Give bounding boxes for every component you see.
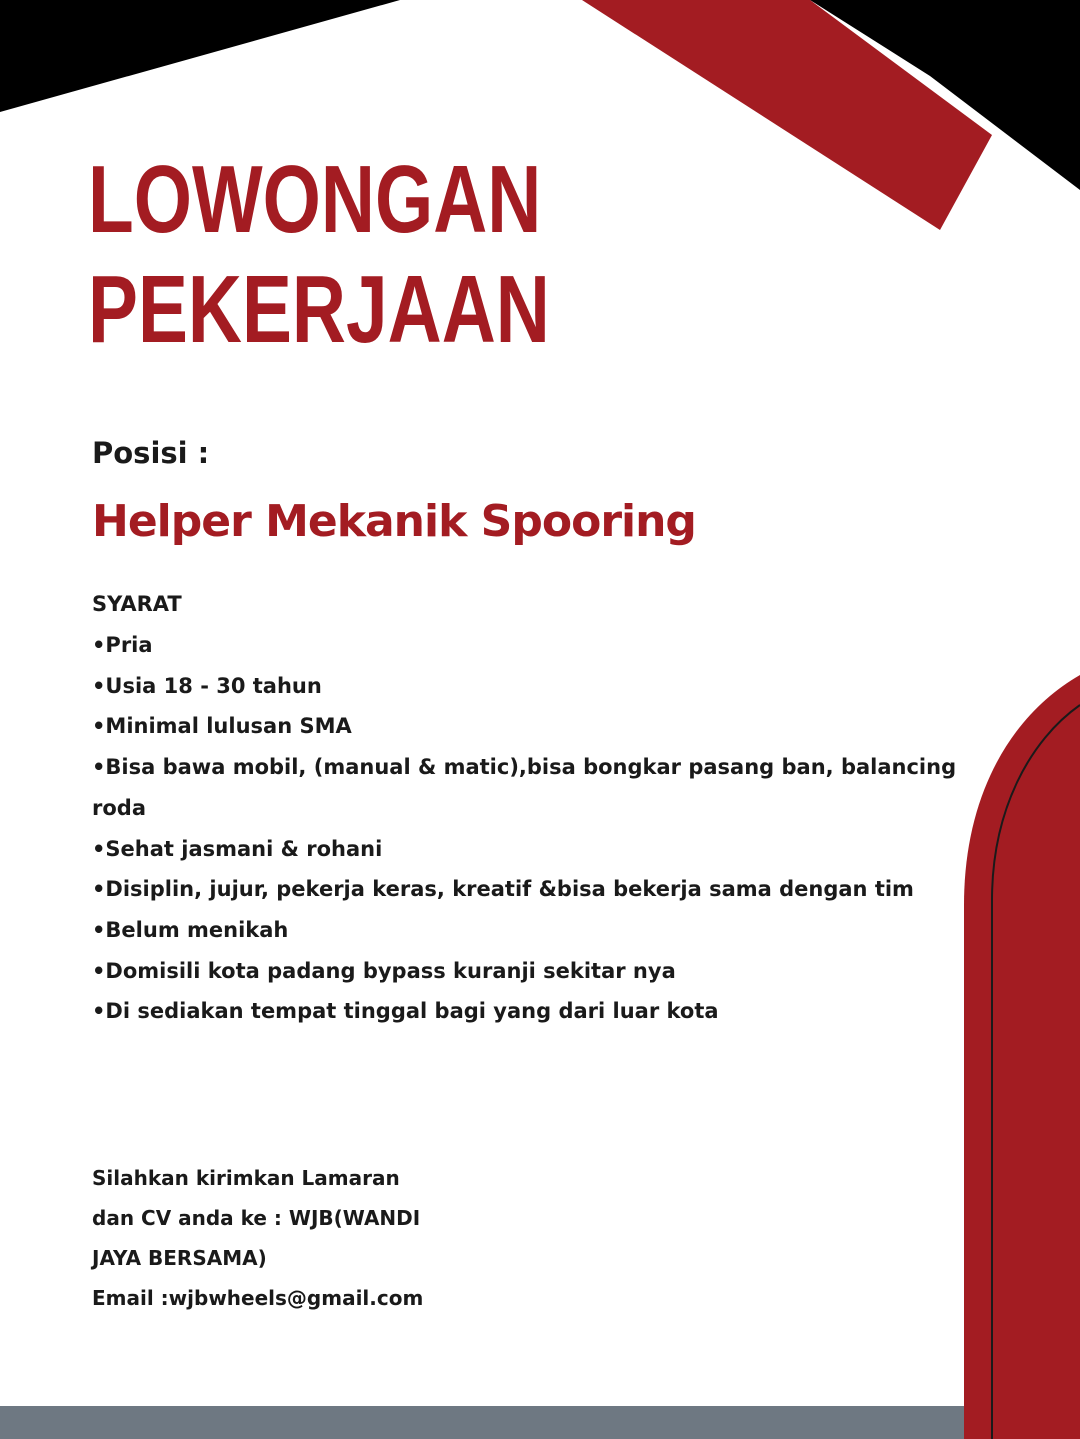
black-corner-top-left: [0, 0, 400, 112]
contact-info: [92, 1158, 423, 1318]
requirement-item: •Di sediakan tempat tinggal bagi yang dari luar kota: [92, 999, 719, 1024]
gray-footer-bar: [0, 1406, 1080, 1439]
contact-line: JAYA BERSAMA): [92, 1246, 267, 1270]
requirement-item: •Domisili kota padang bypass kuranji sekitar nya: [92, 958, 676, 983]
requirement-item: •Usia 18 - 30 tahun: [92, 673, 322, 698]
requirement-item: •Bisa bawa mobil, (manual & matic),bisa bongkar pasang ban, balancing roda: [92, 755, 957, 820]
contact-line: Silahkan kirimkan Lamaran: [92, 1166, 400, 1190]
requirement-item: •Sehat jasmani & rohani: [92, 836, 383, 861]
position-title: Helper Mekanik Spooring: [92, 496, 696, 547]
requirements-heading: SYARAT: [92, 592, 182, 616]
position-label: Posisi :: [92, 436, 210, 470]
requirement-item: •Minimal lulusan SMA: [92, 714, 352, 739]
contact-line: dan CV anda ke : WJB(WANDI: [92, 1206, 421, 1230]
requirement-item: •Pria: [92, 633, 153, 657]
title-line-1: LOWONGAN: [88, 146, 542, 253]
title-line-2: PEKERJAAN: [88, 256, 550, 363]
requirement-item: •Belum menikah: [92, 917, 289, 942]
requirements-list: [92, 625, 982, 1032]
requirement-item: •Disiplin, jujur, pekerja keras, kreatif &bisa bekerja sama dengan tim: [92, 877, 914, 902]
contact-email: Email :wjbwheels@gmail.com: [92, 1286, 424, 1310]
